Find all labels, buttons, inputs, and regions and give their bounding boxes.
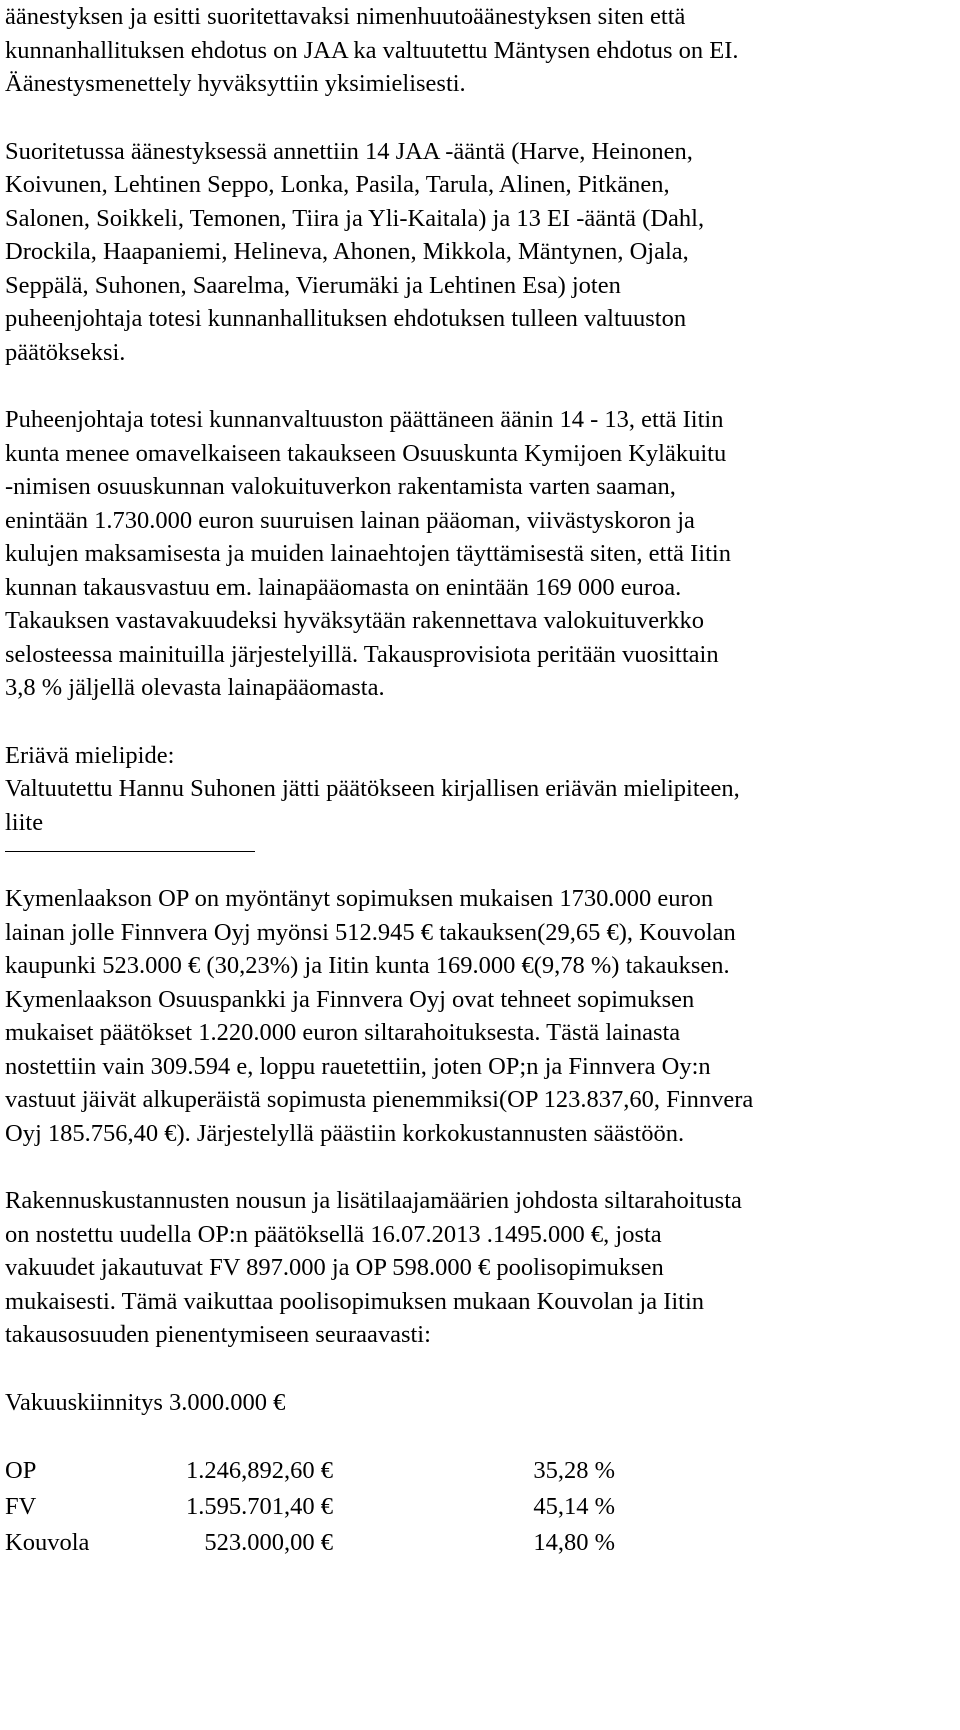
text-line: -nimisen osuuskunnan valokuituverkon rakentamista varten saaman, (5, 473, 676, 500)
text-line: Oyj 185.756,40 €). Järjestelyllä päästiin korkokustannusten säästöön. (5, 1119, 685, 1147)
text-line: Rakennuskustannusten nousun ja lisätilaajamäärien johdosta siltarahoitusta (5, 1187, 742, 1214)
text-line: Suoritetussa äänestyksessä annettiin 14 JAA -ääntä (Harve, Heinonen, (5, 137, 693, 165)
separator-rule (5, 851, 255, 852)
text-line: 3,8 % jäljellä olevasta lainapääomasta. (5, 674, 385, 701)
party-cell: FV (5, 1493, 37, 1520)
party-cell: OP (5, 1457, 37, 1484)
text-line: selosteessa mainituilla järjestelyillä. Takausprovisiota peritään vuosittain (5, 640, 719, 668)
text-line: Kymenlaakson Osuuspankki ja Finnvera Oyj ovat tehneet sopimuksen (5, 985, 695, 1013)
text-line: mukaiset päätökset 1.220.000 euron siltarahoituksesta. Tästä lainasta (5, 1019, 681, 1046)
party-cell: Kouvola (5, 1529, 90, 1556)
text-line: kunnanhallituksen ehdotus on JAA ka valtuutettu Mäntysen ehdotus on EI. (5, 36, 739, 64)
table-row (5, 1525, 955, 1561)
text-line: Seppälä, Suhonen, Saarelma, Vierumäki ja Lehtinen Esa) joten (5, 271, 621, 299)
text-line: vastuut jäivät alkuperäistä sopimusta pienemmiksi(OP 123.837,60, Finnvera (5, 1086, 754, 1113)
text-line: on nostettu uudella OP:n päätöksellä 16.07.2013 .1495.000 €, josta (5, 1220, 662, 1248)
text-line: nostettiin vain 309.594 e, loppu rauetettiin, joten OP;n ja Finnvera Oy:n (5, 1052, 711, 1080)
text-line: lainan jolle Finnvera Oyj myönsi 512.945 € takauksen(29,65 €), Kouvolan (5, 918, 736, 946)
paragraph-dissent (5, 739, 955, 840)
text-line: Salonen, Soikkeli, Temonen, Tiira ja Yli-Kaitala) ja 13 EI -ääntä (Dahl, (5, 204, 705, 232)
text-line: vakuudet jakautuvat FV 897.000 ja OP 598.000 € poolisopimuksen (5, 1254, 664, 1281)
text-line: Kymenlaakson OP on myöntänyt sopimuksen mukaisen 1730.000 euron (5, 885, 714, 912)
amount-cell: 523.000,00 € (204, 1529, 333, 1556)
text-line: Valtuutettu Hannu Suhonen jätti päätökseen kirjallisen eriävän mielipiteen, (5, 775, 740, 802)
dissent-heading: Eriävä mielipide: (5, 741, 175, 769)
text-line: Puheenjohtaja totesi kunnanvaltuuston päättäneen äänin 14 - 13, että Iitin (5, 406, 724, 433)
percent-cell: 35,28 % (533, 1457, 615, 1484)
paragraph-intro (5, 0, 955, 101)
text-line: kaupunki 523.000 € (30,23%) ja Iitin kunta 169.000 €(9,78 %) takauksen. (5, 952, 730, 979)
text-line: puheenjohtaja totesi kunnanhallituksen ehdotuksen tulleen valtuuston (5, 305, 687, 332)
text-line: takausosuuden pienentymiseen seuraavasti: (5, 1321, 431, 1348)
document-page (5, 0, 955, 1561)
paragraph-loan-details (5, 882, 955, 1150)
percent-cell: 45,14 % (533, 1493, 615, 1520)
paragraph-decision (5, 403, 955, 705)
text-line: kunnan takausvastuu em. lainapääomasta on enintään 169 000 euroa. (5, 573, 682, 601)
text-line: äänestyksen ja esitti suoritettavaksi nimenhuutoäänestyksen siten että (5, 3, 686, 30)
text-line: kunta menee omavelkaiseen takaukseen Osuuskunta Kymijoen Kyläkuitu (5, 439, 727, 467)
amount-cell: 1.595.701,40 € (186, 1493, 333, 1520)
text-line: kulujen maksamisesta ja muiden lainaehtojen täyttämisestä siten, että Iitin (5, 540, 731, 567)
shares-table (5, 1453, 955, 1561)
table-row (5, 1453, 955, 1489)
text-line: liite (5, 808, 44, 836)
amount-cell: 1.246,892,60 € (186, 1457, 333, 1484)
text-line: Koivunen, Lehtinen Seppo, Lonka, Pasila, Tarula, Alinen, Pitkänen, (5, 171, 670, 198)
table-row (5, 1489, 955, 1525)
paragraph-vote-result (5, 135, 955, 370)
text-line: mukaisesti. Tämä vaikuttaa poolisopimuksen mukaan Kouvolan ja Iitin (5, 1287, 705, 1315)
text-line: enintään 1.730.000 euron suuruisen lainan pääoman, viivästyskoron ja (5, 506, 695, 534)
collateral-line: Vakuuskiinnitys 3.000.000 € (5, 1388, 286, 1416)
paragraph-construction-costs (5, 1184, 955, 1352)
percent-cell: 14,80 % (533, 1529, 615, 1556)
text-line: Äänestysmenettely hyväksyttiin yksimielisesti. (5, 70, 466, 97)
text-line: Takauksen vastavakuudeksi hyväksytään rakennettava valokuituverkko (5, 607, 705, 634)
text-line: päätökseksi. (5, 338, 126, 366)
text-line: Drockila, Haapaniemi, Helineva, Ahonen, Mikkola, Mäntynen, Ojala, (5, 238, 689, 265)
